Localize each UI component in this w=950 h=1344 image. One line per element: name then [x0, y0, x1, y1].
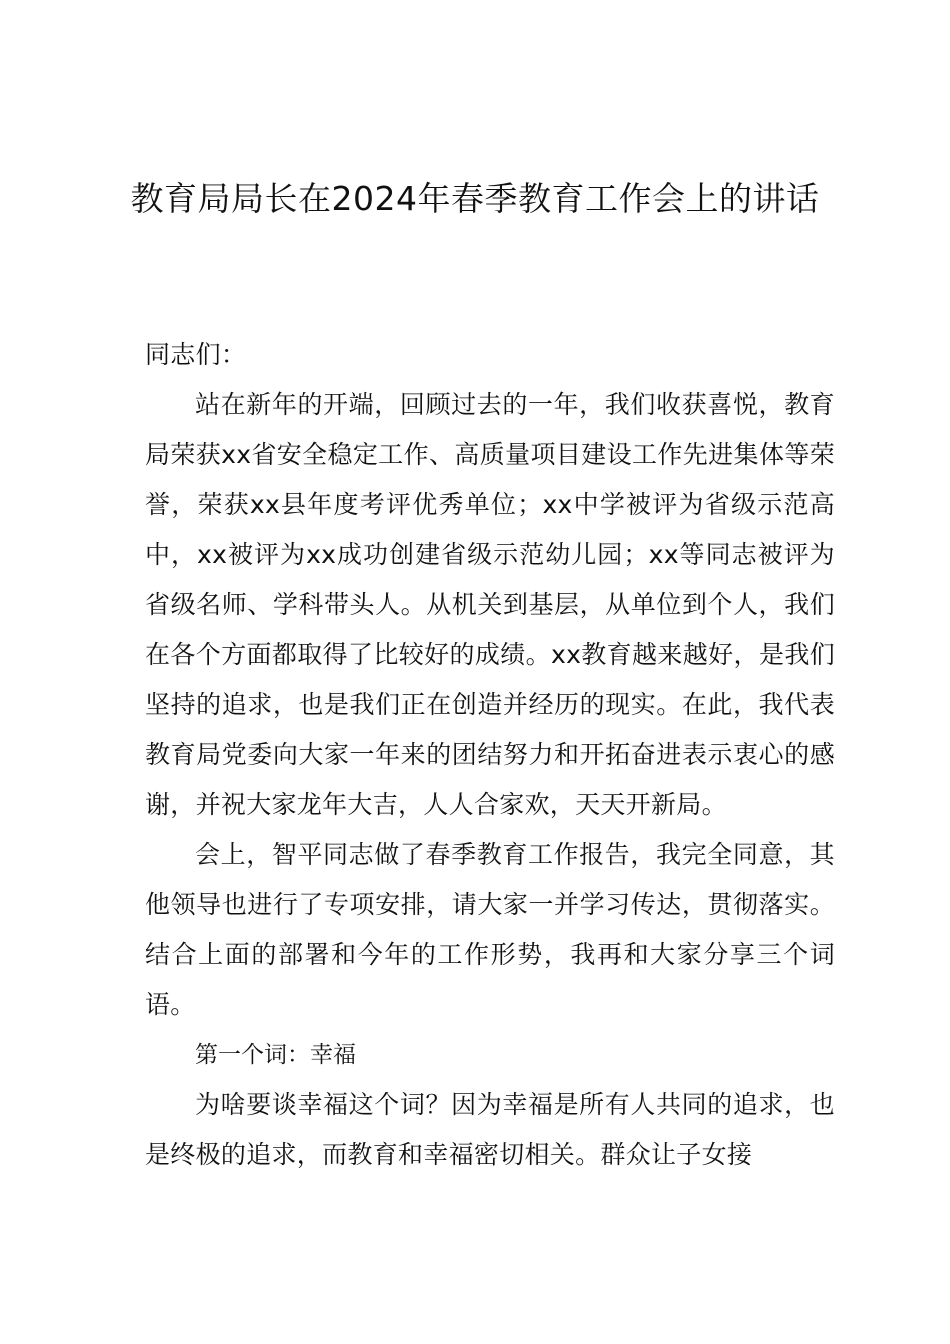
document-body — [145, 330, 835, 1180]
paragraph-1: 站在新年的开端，回顾过去的一年，我们收获喜悦，教育局荣获xx省安全稳定工作、高质量项目建设工作先进集体等荣誉，荣获xx县年度考评优秀单位；xx中学被评为省级示范高中，xx被评为xx成功创建省级示范幼儿园；xx等同志被评为省级名师、学科带头人。从机关到基层，从单位到个人，我们在各个方面都取得了比较好的成绩。xx教育越来越好，是我们坚持的追求，也是我们正在创造并经历的现实。在此，我代表教育局党委向大家一年来的团结努力和开拓奋进表示衷心的感谢，并祝大家龙年大吉，人人合家欢，天天开新局。 — [145, 390, 835, 819]
section-paragraph: 为啥要谈幸福这个词？因为幸福是所有人共同的追求，也是终极的追求，而教育和幸福密切相关。群众让子女接 — [145, 1090, 835, 1169]
paragraph-2: 会上，智平同志做了春季教育工作报告，我完全同意，其他领导也进行了专项安排，请大家一并学习传达，贯彻落实。结合上面的部署和今年的工作形势，我再和大家分享三个词语。 — [145, 840, 835, 1019]
document-title: 教育局局长在2024年春季教育工作会上的讲话 — [130, 179, 820, 218]
section-heading: 第一个词：幸福 — [195, 1042, 356, 1068]
salutation: 同志们： — [145, 340, 247, 369]
